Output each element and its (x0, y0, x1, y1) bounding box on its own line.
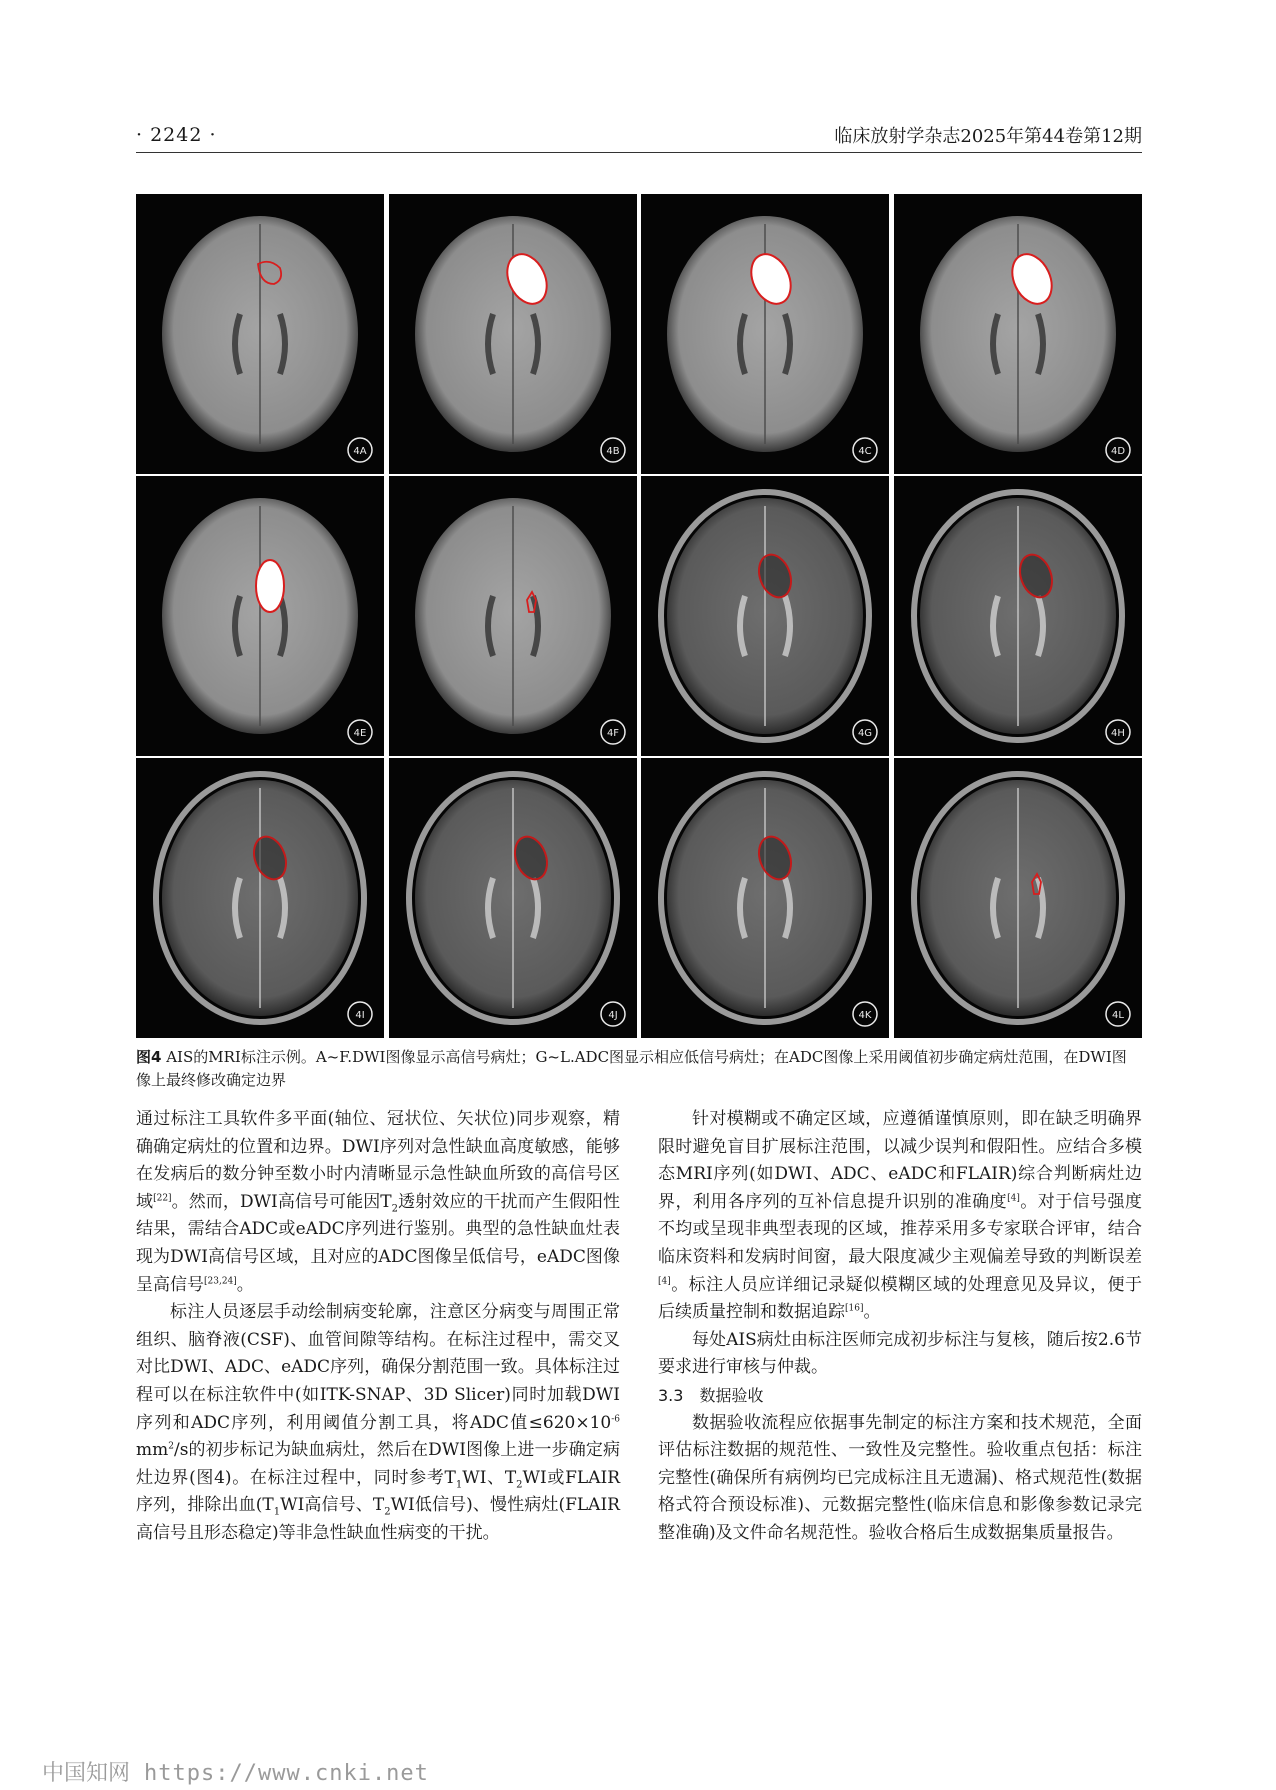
mri-panel-4l (894, 758, 1142, 1038)
panel-label: 4D (1111, 446, 1126, 457)
panel-label: 4H (1111, 728, 1126, 739)
panel-label: 4K (858, 1010, 872, 1021)
right-column (658, 1106, 1142, 1548)
panel-label: 4E (353, 728, 367, 739)
mri-panel-4c (641, 194, 889, 474)
panel-label: 4A (353, 446, 367, 457)
panel-label: 4B (606, 446, 620, 457)
footer-url[interactable]: https://www.cnki.net (144, 1761, 429, 1786)
mri-panel-4g (641, 476, 889, 756)
page-number: · 2242 · (136, 124, 217, 146)
mri-panel-4j (389, 758, 637, 1038)
right-paragraph-2: 每处AIS病灶由标注医师完成初步标注与复核，随后按2.6节要求进行审核与仲裁。 (658, 1329, 1142, 1378)
left-column (136, 1106, 620, 1548)
mri-panel-4f (389, 476, 637, 756)
footer-watermark (42, 1756, 429, 1787)
panel-label: 4I (355, 1010, 365, 1021)
panel-label: 4J (608, 1010, 618, 1021)
right-paragraph-3: 数据验收流程应依据事先制定的标注方案和技术规范，全面评估标注数据的规范性、一致性及完整性。验收重点包括：标注完整性(确保所有病例均已完成标注且无遗漏)、格式规范性(数据格式符合预设标准)、元数据完整性(临床信息和影像参数记录完整准确)及文件命名规范性。验收合格后生成数据集质量报告。 (658, 1412, 1142, 1543)
mri-figure-grid (136, 194, 1140, 1038)
panel-label: 4L (1112, 1010, 1125, 1021)
mri-panel-4b (389, 194, 637, 474)
mri-panel-4d (894, 194, 1142, 474)
right-paragraph-1: 针对模糊或不确定区域，应遵循谨慎原则，即在缺乏明确界限时避免盲目扩展标注范围，以减少误判和假阳性。应结合多模态MRI序列(如DWI、ADC、eADC和FLAIR)综合判断病灶边界，利用各序列的互补信息提升识别的准确度[4]。对于信号强度不均或呈现非典型表现的区域，推荐采用多专家联合评审，结合临床资料和发病时间窗，最大限度减少主观偏差导致的判断误差[4]。标注人员应详细记录疑似模糊区域的处理意见及异议，便于后续质量控制和数据追踪[16]。 (658, 1109, 1143, 1323)
footer-site: 中国知网 (42, 1761, 131, 1786)
section-heading: 3.3 数据验收 (658, 1385, 764, 1405)
panel-label: 4F (606, 728, 619, 739)
panel-label: 4G (858, 728, 873, 739)
left-paragraph-2: 标注人员逐层手动绘制病变轮廓，注意区分病变与周围正常组织、脑脊液(CSF)、血管间隙等结构。在标注过程中，需交叉对比DWI、ADC、eADC序列，确保分割范围一致。具体标注过程可以在标注软件中(如ITK-SNAP、3D Slicer)同时加载DWI序列和ADC序列，利用阈值分割工具，将ADC值$\le 620\times 10^{-6}$ $mm^2/s$的初步标记为缺血病灶，然后在DWI图像上进一步确定病灶边界(图4)。在标注过程中，同时参考$T_1WI$、$T_2WI$或FLAIR序列，排除出血($T_1WI$高信号、$T_2WI$低信号)、慢性病灶(FLAIR高信号且形态稳定)等非急性缺血性病变的干扰。 (136, 1302, 620, 1543)
mri-panel-4k (641, 758, 889, 1038)
left-paragraph-1: 通过标注工具软件多平面(轴位、冠状位、矢状位)同步观察，精确确定病灶的位置和边界。DWI序列对急性缺血高度敏感，能够在发病后的数分钟至数小时内清晰显示急性缺血所致的高信号区域[22]。然而，DWI高信号可能因$T_2$透射效应的干扰而产生假阳性结果，需结合ADC或eADC序列进行鉴别。典型的急性缺血灶表现为DWI高信号区域，且对应的ADC图像呈低信号，eADC图像呈高信号[23,24]。 (136, 1109, 620, 1295)
panel-label: 4C (858, 446, 873, 457)
journal-title: 临床放射学杂志2025年第44卷第12期 (834, 126, 1142, 147)
figure-caption-label: 图4 (136, 1048, 162, 1066)
header-rule (136, 152, 1142, 153)
mri-panel-4h (894, 476, 1142, 756)
mri-panel-4a (136, 194, 384, 474)
figure-caption-text: AIS的MRI标注示例。A~F.DWI图像显示高信号病灶；G~L.ADC图显示相应低信号病灶；在ADC图像上采用阈值初步确定病灶范围，在DWI图像上最终修改确定边界 (136, 1048, 1127, 1089)
mri-panel-4e (136, 476, 384, 756)
mri-panel-4i (136, 758, 384, 1038)
figure-caption (136, 1046, 1140, 1092)
